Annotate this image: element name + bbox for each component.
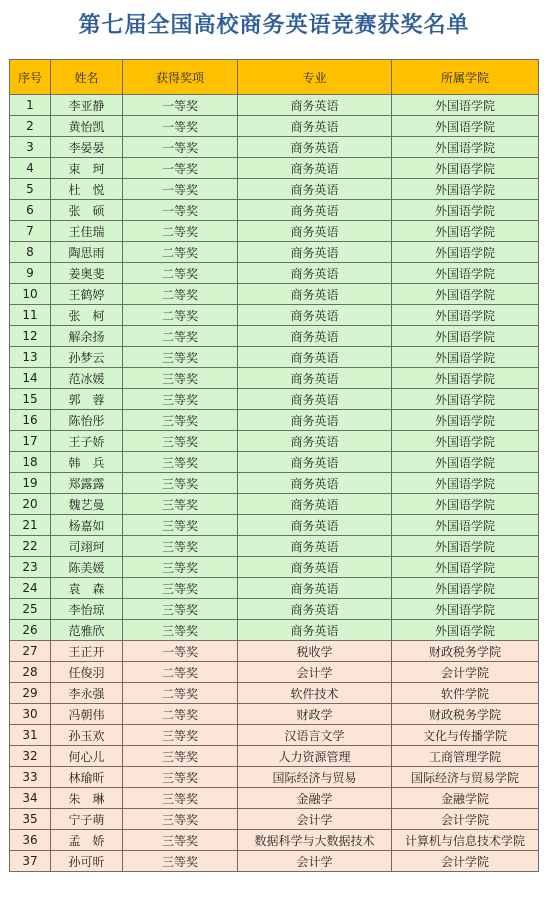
table-row: [10, 725, 539, 746]
cell-name: 林瑜昕: [51, 767, 123, 788]
cell-index: 23: [10, 557, 51, 578]
cell-name: 何心儿: [51, 746, 123, 767]
cell-college: 会计学院: [392, 809, 539, 830]
cell-index: 10: [10, 284, 51, 305]
cell-name: 袁 森: [51, 578, 123, 599]
table-body: [10, 95, 539, 872]
cell-name: 张 柯: [51, 305, 123, 326]
cell-index: 14: [10, 368, 51, 389]
cell-major: 商务英语: [238, 116, 392, 137]
cell-college: 外国语学院: [392, 452, 539, 473]
cell-name: 范冰媛: [51, 368, 123, 389]
cell-index: 33: [10, 767, 51, 788]
cell-college: 外国语学院: [392, 515, 539, 536]
cell-major: 商务英语: [238, 137, 392, 158]
cell-index: 29: [10, 683, 51, 704]
cell-college: 外国语学院: [392, 284, 539, 305]
cell-award: 三等奖: [123, 767, 238, 788]
cell-award: 一等奖: [123, 137, 238, 158]
cell-name: 王佳瑞: [51, 221, 123, 242]
cell-index: 16: [10, 410, 51, 431]
cell-college: 外国语学院: [392, 242, 539, 263]
cell-award: 三等奖: [123, 389, 238, 410]
cell-college: 计算机与信息技术学院: [392, 830, 539, 851]
cell-award: 三等奖: [123, 599, 238, 620]
table-row: [10, 116, 539, 137]
cell-college: 外国语学院: [392, 200, 539, 221]
cell-index: 35: [10, 809, 51, 830]
cell-college: 会计学院: [392, 851, 539, 872]
cell-college: 外国语学院: [392, 263, 539, 284]
cell-major: 商务英语: [238, 305, 392, 326]
cell-college: 会计学院: [392, 662, 539, 683]
cell-index: 31: [10, 725, 51, 746]
cell-major: 商务英语: [238, 179, 392, 200]
header-name: 姓名: [51, 60, 123, 95]
cell-name: 朱 琳: [51, 788, 123, 809]
cell-award: 三等奖: [123, 851, 238, 872]
header-college: 所属学院: [392, 60, 539, 95]
table-row: [10, 578, 539, 599]
cell-index: 7: [10, 221, 51, 242]
table-row: [10, 536, 539, 557]
table-row: [10, 200, 539, 221]
table-row: [10, 368, 539, 389]
cell-college: 外国语学院: [392, 368, 539, 389]
cell-college: 外国语学院: [392, 137, 539, 158]
cell-name: 束 珂: [51, 158, 123, 179]
cell-name: 黄怡凯: [51, 116, 123, 137]
cell-award: 三等奖: [123, 557, 238, 578]
cell-award: 二等奖: [123, 683, 238, 704]
cell-name: 陶思雨: [51, 242, 123, 263]
table-row: [10, 410, 539, 431]
table-row: [10, 620, 539, 641]
header-award: 获得奖项: [123, 60, 238, 95]
cell-award: 三等奖: [123, 494, 238, 515]
cell-name: 宁子萌: [51, 809, 123, 830]
cell-index: 12: [10, 326, 51, 347]
cell-major: 会计学: [238, 662, 392, 683]
cell-college: 外国语学院: [392, 494, 539, 515]
table-row: [10, 452, 539, 473]
cell-award: 三等奖: [123, 473, 238, 494]
cell-college: 财政税务学院: [392, 641, 539, 662]
page-title: 第七届全国高校商务英语竞赛获奖名单: [78, 13, 470, 38]
table-row: [10, 809, 539, 830]
cell-name: 解余扬: [51, 326, 123, 347]
cell-index: 11: [10, 305, 51, 326]
cell-award: 三等奖: [123, 746, 238, 767]
cell-college: 金融学院: [392, 788, 539, 809]
cell-major: 商务英语: [238, 242, 392, 263]
cell-major: 商务英语: [238, 263, 392, 284]
cell-award: 二等奖: [123, 326, 238, 347]
cell-index: 3: [10, 137, 51, 158]
cell-major: 商务英语: [238, 599, 392, 620]
cell-college: 外国语学院: [392, 389, 539, 410]
cell-award: 三等奖: [123, 620, 238, 641]
cell-award: 三等奖: [123, 788, 238, 809]
cell-name: 王鹤婷: [51, 284, 123, 305]
table-row: [10, 851, 539, 872]
cell-name: 司翊珂: [51, 536, 123, 557]
table-row: [10, 263, 539, 284]
table-row: [10, 284, 539, 305]
cell-name: 任俊羽: [51, 662, 123, 683]
cell-name: 李亚静: [51, 95, 123, 116]
cell-college: 外国语学院: [392, 578, 539, 599]
table-row: [10, 242, 539, 263]
cell-award: 三等奖: [123, 725, 238, 746]
cell-award: 一等奖: [123, 200, 238, 221]
cell-index: 27: [10, 641, 51, 662]
cell-name: 冯朝伟: [51, 704, 123, 725]
cell-award: 三等奖: [123, 809, 238, 830]
cell-index: 28: [10, 662, 51, 683]
table-row: [10, 515, 539, 536]
table-row: [10, 347, 539, 368]
cell-major: 人力资源管理: [238, 746, 392, 767]
cell-name: 范雅欣: [51, 620, 123, 641]
cell-major: 商务英语: [238, 221, 392, 242]
cell-college: 软件学院: [392, 683, 539, 704]
cell-award: 三等奖: [123, 536, 238, 557]
cell-name: 孙可昕: [51, 851, 123, 872]
cell-award: 三等奖: [123, 830, 238, 851]
cell-name: 张 硕: [51, 200, 123, 221]
table-row: [10, 95, 539, 116]
cell-index: 36: [10, 830, 51, 851]
table-row: [10, 557, 539, 578]
cell-major: 商务英语: [238, 368, 392, 389]
table-row: [10, 683, 539, 704]
cell-name: 杨嘉如: [51, 515, 123, 536]
cell-name: 王正开: [51, 641, 123, 662]
table-row: [10, 746, 539, 767]
table-row: [10, 389, 539, 410]
cell-award: 三等奖: [123, 347, 238, 368]
cell-award: 二等奖: [123, 704, 238, 725]
cell-major: 商务英语: [238, 389, 392, 410]
cell-award: 三等奖: [123, 431, 238, 452]
cell-name: 李永强: [51, 683, 123, 704]
header-major: 专业: [238, 60, 392, 95]
cell-major: 商务英语: [238, 326, 392, 347]
cell-major: 商务英语: [238, 473, 392, 494]
cell-award: 三等奖: [123, 515, 238, 536]
table-row: [10, 704, 539, 725]
cell-award: 一等奖: [123, 179, 238, 200]
cell-index: 6: [10, 200, 51, 221]
cell-index: 25: [10, 599, 51, 620]
cell-award: 一等奖: [123, 95, 238, 116]
cell-major: 软件技术: [238, 683, 392, 704]
cell-major: 商务英语: [238, 515, 392, 536]
cell-name: 孙玉欢: [51, 725, 123, 746]
cell-college: 外国语学院: [392, 599, 539, 620]
cell-index: 2: [10, 116, 51, 137]
cell-award: 一等奖: [123, 116, 238, 137]
cell-index: 13: [10, 347, 51, 368]
cell-major: 商务英语: [238, 158, 392, 179]
cell-index: 22: [10, 536, 51, 557]
cell-index: 19: [10, 473, 51, 494]
cell-major: 财政学: [238, 704, 392, 725]
cell-college: 外国语学院: [392, 431, 539, 452]
cell-index: 8: [10, 242, 51, 263]
cell-name: 孟 娇: [51, 830, 123, 851]
cell-award: 二等奖: [123, 305, 238, 326]
cell-college: 外国语学院: [392, 158, 539, 179]
cell-college: 外国语学院: [392, 179, 539, 200]
cell-college: 工商管理学院: [392, 746, 539, 767]
cell-index: 1: [10, 95, 51, 116]
table-row: [10, 641, 539, 662]
cell-college: 国际经济与贸易学院: [392, 767, 539, 788]
cell-major: 商务英语: [238, 200, 392, 221]
cell-award: 一等奖: [123, 158, 238, 179]
header-row: [10, 60, 539, 95]
cell-index: 24: [10, 578, 51, 599]
cell-name: 韩 兵: [51, 452, 123, 473]
cell-index: 21: [10, 515, 51, 536]
cell-award: 二等奖: [123, 242, 238, 263]
cell-award: 三等奖: [123, 410, 238, 431]
cell-award: 一等奖: [123, 641, 238, 662]
cell-index: 4: [10, 158, 51, 179]
cell-index: 30: [10, 704, 51, 725]
table-row: [10, 788, 539, 809]
cell-major: 汉语言文学: [238, 725, 392, 746]
award-table: [9, 59, 539, 872]
table-row: [10, 599, 539, 620]
cell-major: 会计学: [238, 851, 392, 872]
cell-name: 孙梦云: [51, 347, 123, 368]
cell-college: 外国语学院: [392, 95, 539, 116]
cell-name: 郑露露: [51, 473, 123, 494]
cell-major: 商务英语: [238, 578, 392, 599]
table-row: [10, 221, 539, 242]
header-index: 序号: [10, 60, 51, 95]
cell-index: 17: [10, 431, 51, 452]
cell-award: 二等奖: [123, 662, 238, 683]
cell-college: 外国语学院: [392, 221, 539, 242]
table-row: [10, 326, 539, 347]
cell-award: 三等奖: [123, 368, 238, 389]
cell-college: 外国语学院: [392, 536, 539, 557]
cell-college: 外国语学院: [392, 347, 539, 368]
cell-name: 郭 蓉: [51, 389, 123, 410]
cell-major: 会计学: [238, 809, 392, 830]
cell-major: 数据科学与大数据技术: [238, 830, 392, 851]
cell-college: 外国语学院: [392, 620, 539, 641]
cell-index: 32: [10, 746, 51, 767]
cell-college: 外国语学院: [392, 557, 539, 578]
table-row: [10, 767, 539, 788]
cell-major: 国际经济与贸易: [238, 767, 392, 788]
table-row: [10, 137, 539, 158]
cell-college: 外国语学院: [392, 305, 539, 326]
cell-index: 37: [10, 851, 51, 872]
cell-name: 陈美媛: [51, 557, 123, 578]
cell-name: 魏艺曼: [51, 494, 123, 515]
cell-index: 9: [10, 263, 51, 284]
table-row: [10, 830, 539, 851]
cell-award: 二等奖: [123, 263, 238, 284]
cell-name: 姜奥斐: [51, 263, 123, 284]
cell-college: 外国语学院: [392, 326, 539, 347]
cell-major: 商务英语: [238, 452, 392, 473]
cell-college: 文化与传播学院: [392, 725, 539, 746]
cell-major: 商务英语: [238, 410, 392, 431]
cell-college: 外国语学院: [392, 410, 539, 431]
cell-major: 商务英语: [238, 620, 392, 641]
cell-name: 李晏晏: [51, 137, 123, 158]
table-row: [10, 431, 539, 452]
cell-name: 王子娇: [51, 431, 123, 452]
cell-index: 15: [10, 389, 51, 410]
cell-index: 20: [10, 494, 51, 515]
cell-award: 二等奖: [123, 221, 238, 242]
cell-index: 34: [10, 788, 51, 809]
cell-major: 商务英语: [238, 494, 392, 515]
table-row: [10, 179, 539, 200]
cell-index: 5: [10, 179, 51, 200]
cell-name: 陈怡彤: [51, 410, 123, 431]
cell-major: 税收学: [238, 641, 392, 662]
cell-college: 财政税务学院: [392, 704, 539, 725]
cell-major: 商务英语: [238, 557, 392, 578]
table-row: [10, 305, 539, 326]
cell-major: 商务英语: [238, 536, 392, 557]
cell-award: 三等奖: [123, 452, 238, 473]
cell-index: 26: [10, 620, 51, 641]
cell-name: 杜 悦: [51, 179, 123, 200]
cell-college: 外国语学院: [392, 473, 539, 494]
cell-major: 金融学: [238, 788, 392, 809]
cell-major: 商务英语: [238, 284, 392, 305]
cell-award: 二等奖: [123, 284, 238, 305]
cell-index: 18: [10, 452, 51, 473]
table-row: [10, 662, 539, 683]
cell-major: 商务英语: [238, 431, 392, 452]
cell-award: 三等奖: [123, 578, 238, 599]
table-row: [10, 494, 539, 515]
cell-name: 李怡琼: [51, 599, 123, 620]
cell-college: 外国语学院: [392, 116, 539, 137]
cell-major: 商务英语: [238, 95, 392, 116]
cell-major: 商务英语: [238, 347, 392, 368]
table-row: [10, 158, 539, 179]
table-row: [10, 473, 539, 494]
